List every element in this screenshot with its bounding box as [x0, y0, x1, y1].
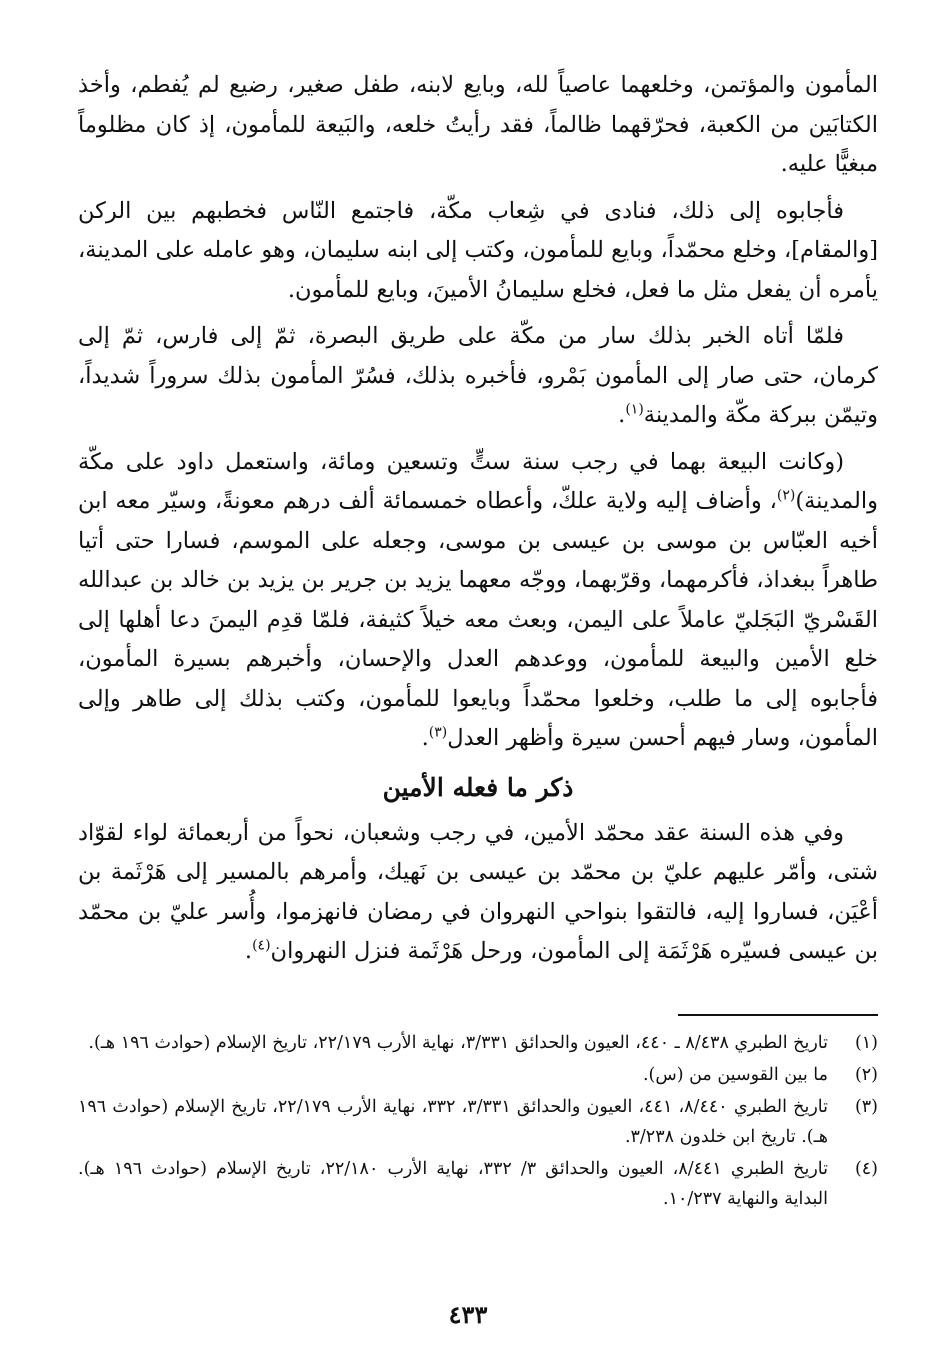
- paragraph-3-tail: .: [618, 402, 626, 428]
- footnote-ref-2[interactable]: (٢): [776, 487, 796, 504]
- footnote-text: تاريخ الطبري ٨/٤٣٨ ـ ٤٤٠، العيون والحدائق ٣/٣٣١، نهاية الأرب ٢٢/١٧٩، تاريخ الإسلام (حوادث ١٩٦ هـ).: [88, 1033, 828, 1053]
- paragraph-4: [78, 443, 878, 759]
- footnote-ref-1[interactable]: (١): [625, 401, 644, 418]
- footnote-number: (٤): [854, 1159, 878, 1179]
- paragraph-3: [78, 317, 878, 436]
- footnote-2: [78, 1060, 878, 1090]
- paragraph-4-text: (وكانت البيعة بهما في رجب سنة ستٍّ وتسعين ومائة، واستعمل داود على مكّة والمدينة): [78, 448, 878, 514]
- footnote-3: [78, 1092, 878, 1152]
- paragraph-4-tail-2: .: [421, 725, 429, 751]
- closing-paragraph-text: وفي هذه السنة عقد محمّد الأمين، في رجب وشعبان، نحواً من أربعمائة لواء لقوّاد شتى، وأمّر عليهم عليّ بن محمّد بن عيسى بن نَهيك، وأمرهم بالمسير إلى هَرْثَمة بن أعْيَن، فساروا إليه، فالتقوا بنواحي النهروان في رمضان فانهزموا، وأُسر عليّ بن محمّد بن عيسى فسيّره هَرْثَمَة إلى المأمون، ورحل هَرْثَمة فنزل النهروان: [78, 819, 878, 964]
- footnote-text: تاريخ الطبري ٨/٤٤١، العيون والحدائق ٣/ ٣٣٢، نهاية الأرب ٢٢/١٨٠، تاريخ الإسلام (حوادث ١٩٦ هـ). البداية والنهاية ١٠/٢٣٧.: [78, 1159, 828, 1209]
- footnotes: [78, 1028, 878, 1216]
- footnote-4: [78, 1154, 878, 1214]
- footnote-text: ما بين القوسين من (س).: [642, 1065, 828, 1085]
- closing-paragraph-tail: .: [244, 938, 253, 964]
- footnote-number: (٣): [854, 1097, 878, 1117]
- footnote-ref-3[interactable]: (٣): [428, 724, 448, 741]
- paragraph-2: [78, 192, 878, 311]
- main-text: [78, 66, 878, 979]
- footnote-ref-4[interactable]: (٤): [252, 937, 271, 954]
- paragraph-1: [78, 66, 878, 185]
- footnote-1: [78, 1028, 878, 1058]
- footnote-divider: [678, 1014, 878, 1016]
- section-heading: ذكر ما فعله الأمين: [382, 772, 574, 802]
- footnote-text: تاريخ الطبري ٨/٤٤٠، ٤٤١، العيون والحدائق ٣/٣٣١، ٣٣٢، نهاية الأرب ٢٢/١٧٩، تاريخ الإسلام (حوادث ١٩٦ هـ). تاريخ ابن خلدون ٣/٢٣٨.: [78, 1097, 828, 1147]
- footnote-number: (١): [854, 1033, 878, 1053]
- paragraph-1-text: المأمون والمؤتمن، وخلعهما عاصياً لله، وبايع لابنه، طفل صغير، رضيع لم يُفطم، وأخذ الكتابَين من الكعبة، فحرّقهما ظالماً، فقد رأيتُ خلعه، والبَيعة للمأمون، إذ كان مظلوماً مبغيًّا عليه.: [78, 72, 878, 177]
- footnote-number: (٢): [854, 1065, 878, 1085]
- paragraph-4-tail: ، وأضاف إليه ولاية علكّ، وأعطاه خمسمائة ألف درهم معونةً، وسيّر معه ابن أخيه العبّاس بن موسى بن عيسى بن موسى، وجعله على الموسم، فسارا حتى أتيا طاهراً ببغداذ، فأكرمهما، وقرّبهما، ووجّه معهما يزيد بن جرير بن يزيد بن خالد بن عبدالله القَسْريّ البَجَليّ عاملاً على اليمن، وبعث معه خيلاً كثيفة، فلمّا قدِم اليمنَ دعا أهلها إلى خلع الأمين والبيعة للمأمون، ووعدهم العدل والإحسان، وأخبرهم بسيرة المأمون، فأجابوه إلى ما طلب، وخلعوا محمّداً وبايعوا للمأمون، وكتب بذلك إلى طاهر وإلى المأمون، وسار فيهم أحسن سيرة وأظهر العدل: [78, 488, 878, 751]
- page-number: ٤٣٣: [448, 1300, 488, 1329]
- paragraph-2-text: فأجابوه إلى ذلك، فنادى في شِعاب مكّة، فاجتمع النّاس فخطبهم بين الركن [والمقام]، وخلع محمّداً، وبايع للمأمون، وكتب إلى ابنه سليمان، وهو عامله على المدينة، يأمره أن يفعل مثل ما فعل، فخلع سليمانُ الأمينَ، وبايع للمأمون.: [78, 197, 878, 303]
- paragraph-3-text: فلمّا أتاه الخبر بذلك سار من مكّة على طريق البصرة، ثمّ إلى فارس، ثمّ إلى كرمان، حتى صار إلى المأمون بَمْرو، فأخبره بذلك، فسُرّ المأمون بذلك سروراً شديداً، وتيمّن ببركة مكّة والمدينة: [78, 323, 878, 428]
- closing-paragraph: [78, 814, 878, 972]
